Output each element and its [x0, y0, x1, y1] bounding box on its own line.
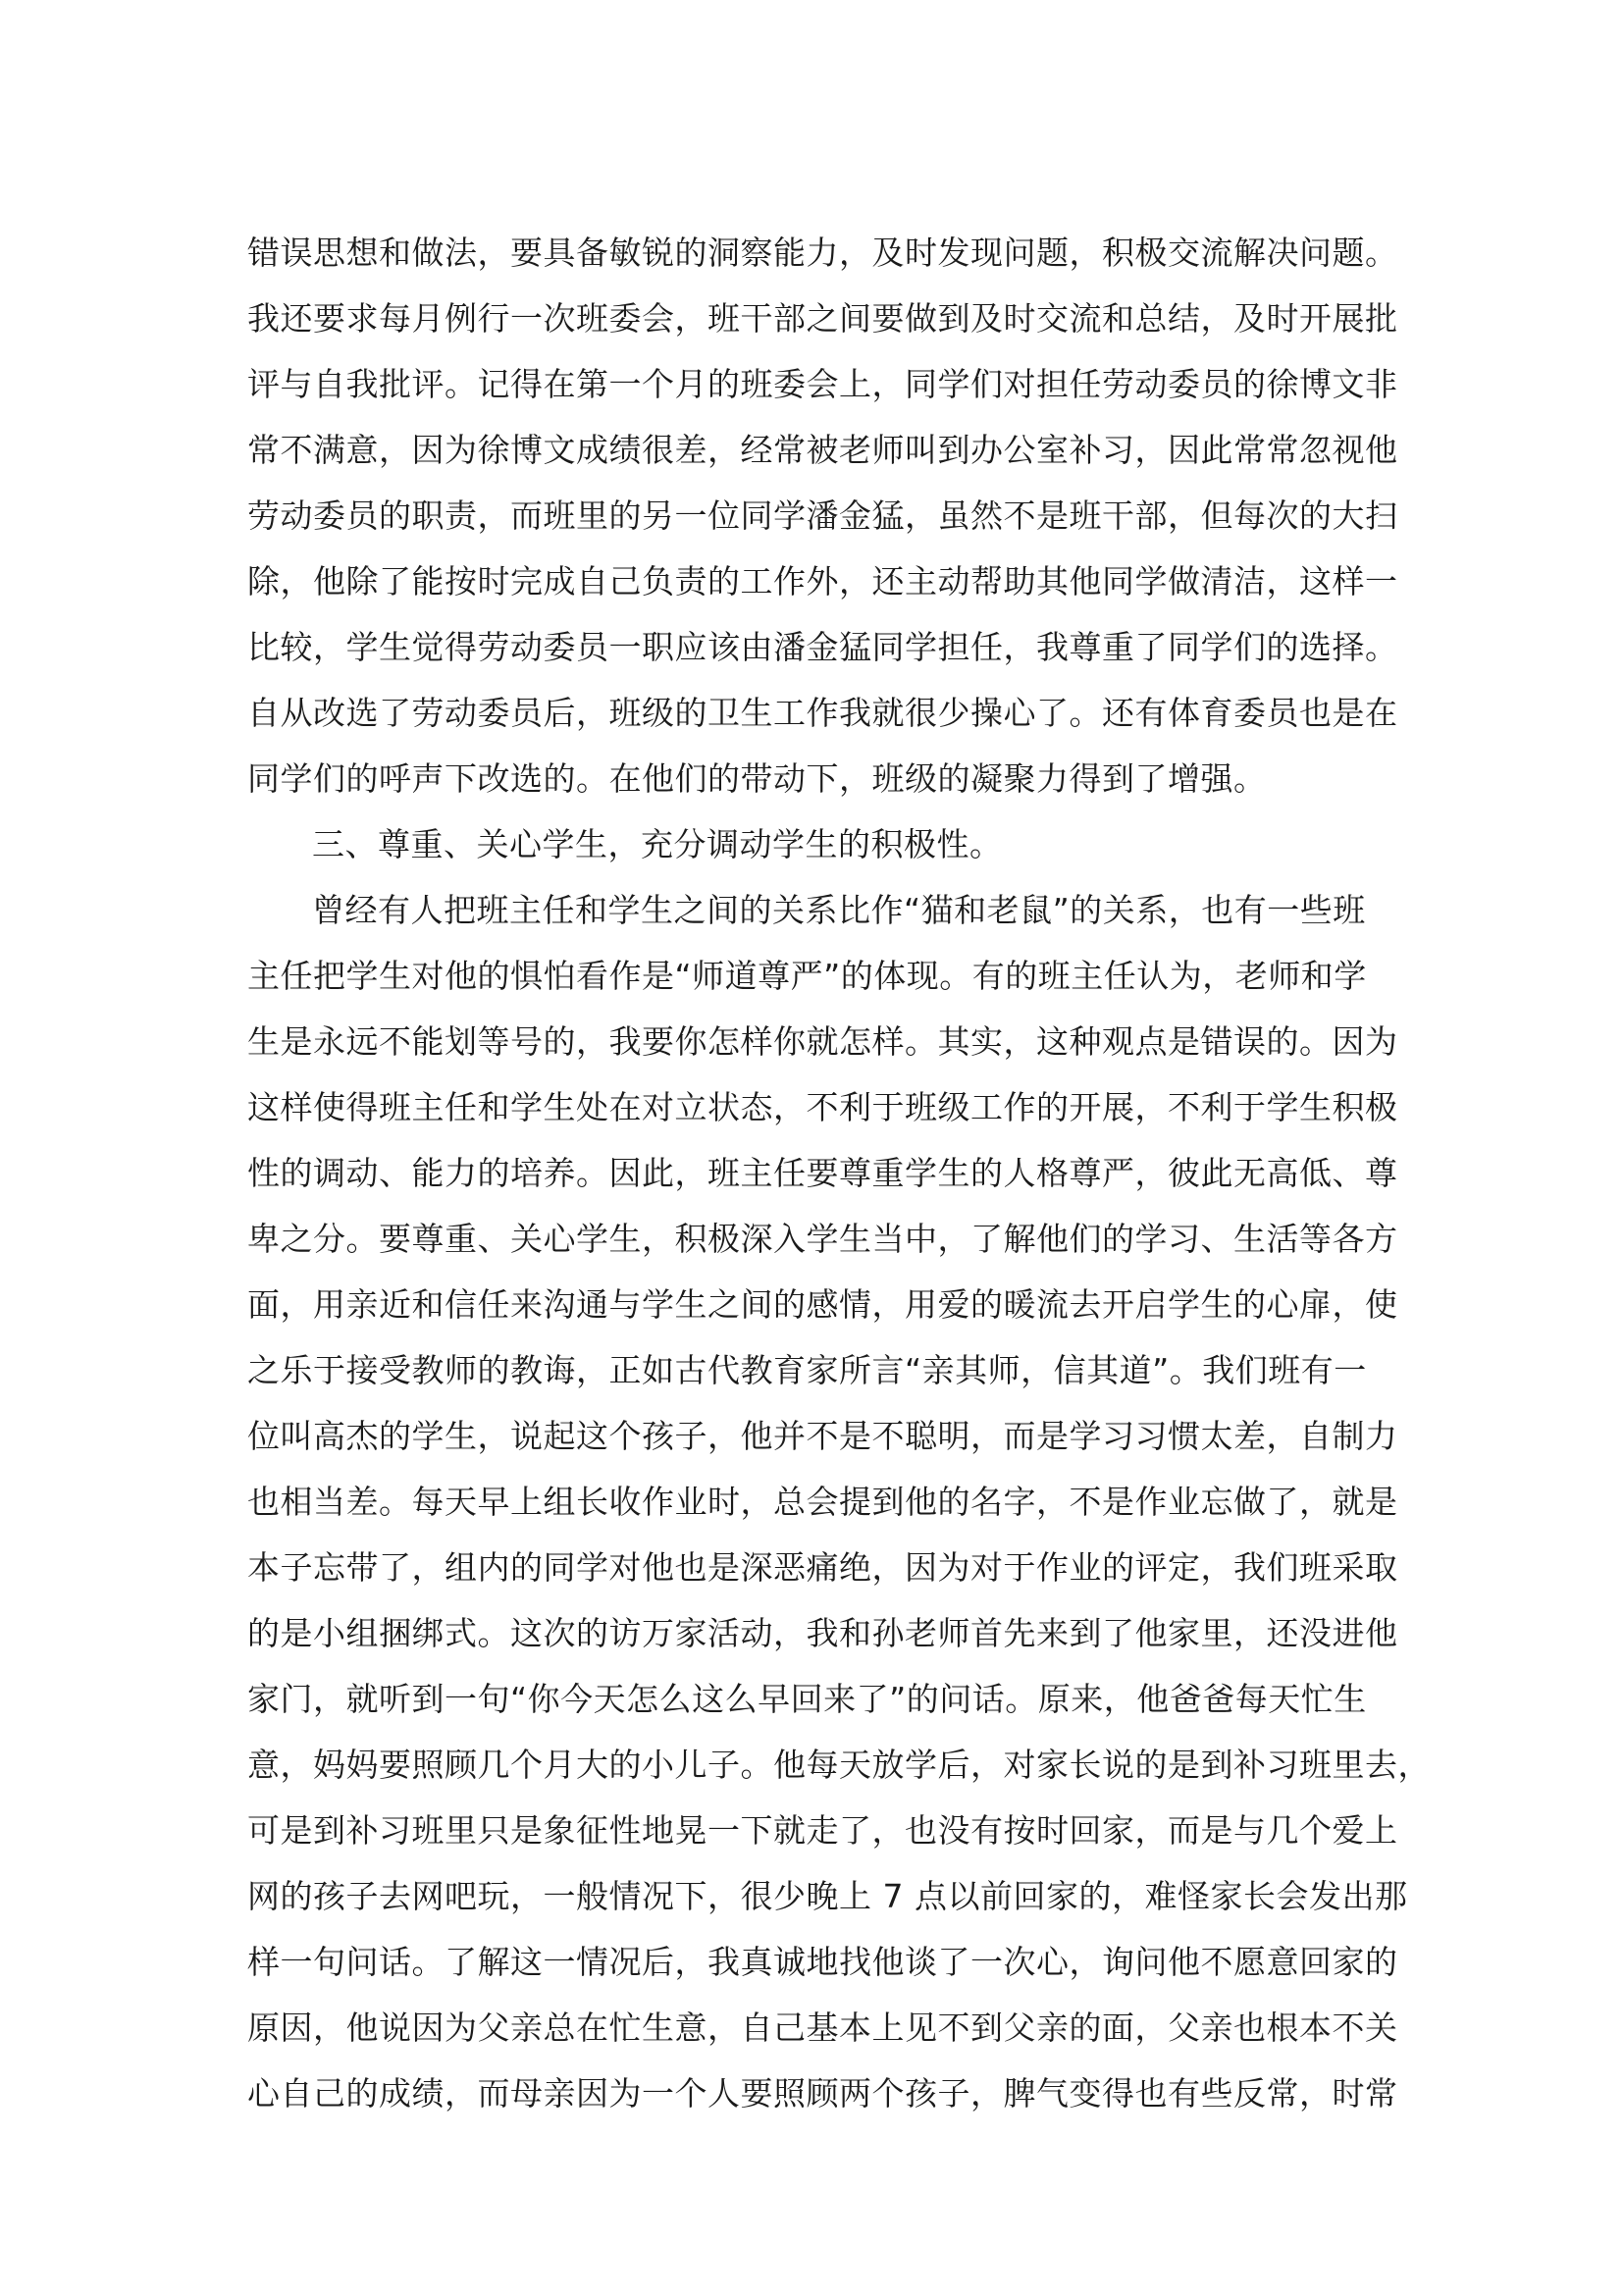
text-line: 生是永远不能划等号的，我要你怎样你就怎样。其实，这种观点是错误的。因为 [247, 1022, 1398, 1061]
text-line: 自从改选了劳动委员后，班级的卫生工作我就很少操心了。还有体育委员也是在 [247, 694, 1398, 732]
text-line: 比较，学生觉得劳动委员一职应该由潘金猛同学担任，我尊重了同学们的选择。 [247, 628, 1398, 666]
text-line: 卑之分。要尊重、关心学生，积极深入学生当中，了解他们的学习、生活等各方 [247, 1220, 1398, 1258]
text-line: 劳动委员的职责，而班里的另一位同学潘金猛，虽然不是班干部，但每次的大扫 [247, 496, 1398, 535]
text-line: 也相当差。每天早上组长收作业时，总会提到他的名字，不是作业忘做了，就是 [247, 1483, 1398, 1521]
text-line: 位叫高杰的学生，说起这个孩子，他并不是不聪明，而是学习习惯太差，自制力 [247, 1417, 1398, 1455]
text-line: 主任把学生对他的惧怕看作是“师道尊严”的体现。有的班主任认为，老师和学 [247, 957, 1367, 995]
text-line: 原因，他说因为父亲总在忙生意，自己基本上见不到父亲的面，父亲也根本不关 [247, 2009, 1398, 2047]
text-line: 心自己的成绩，而母亲因为一个人要照顾两个孩子，脾气变得也有些反常，时常 [247, 2074, 1398, 2113]
text-line: 同学们的呼声下改选的。在他们的带动下，班级的凝聚力得到了增强。 [247, 759, 1267, 798]
text-line: 之乐于接受教师的教诲，正如古代教育家所言“亲其师，信其道”。我们班有一 [247, 1351, 1367, 1389]
text-line: 除，他除了能按时完成自己负责的工作外，还主动帮助其他同学做清洁，这样一 [247, 562, 1398, 600]
text-line: 的是小组捆绑式。这次的访万家活动，我和孙老师首先来到了他家里，还没进他 [247, 1614, 1398, 1652]
text-line: 性的调动、能力的培养。因此，班主任要尊重学生的人格尊严，彼此无高低、尊 [247, 1154, 1398, 1192]
text-line: 本子忘带了，组内的同学对他也是深恶痛绝，因为对于作业的评定，我们班采取 [247, 1548, 1398, 1587]
text-line: 曾经有人把班主任和学生之间的关系比作“猫和老鼠”的关系，也有一些班 [312, 891, 1366, 929]
text-line: 错误思想和做法，要具备敏锐的洞察能力，及时发现问题，积极交流解决问题。 [247, 234, 1398, 272]
text-line: 这样使得班主任和学生处在对立状态，不利于班级工作的开展，不利于学生积极 [247, 1088, 1398, 1126]
text-line: 网的孩子去网吧玩，一般情况下，很少晚上 7 点以前回家的，难怪家长会发出那 [247, 1877, 1408, 1915]
body-text [0, 220, 1623, 2126]
text-line: 三、尊重、关心学生，充分调动学生的积极性。 [312, 825, 1003, 863]
text-line: 我还要求每月例行一次班委会，班干部之间要做到及时交流和总结，及时开展批 [247, 299, 1398, 338]
text-line: 常不满意，因为徐博文成绩很差，经常被老师叫到办公室补习，因此常常忽视他 [247, 431, 1398, 469]
text-line: 意，妈妈要照顾几个月大的小儿子。他每天放学后，对家长说的是到补习班里去， [247, 1746, 1431, 1784]
text-line: 样一句问话。了解这一情况后，我真诚地找他谈了一次心，询问他不愿意回家的 [247, 1943, 1398, 1981]
text-line: 评与自我批评。记得在第一个月的班委会上，同学们对担任劳动委员的徐博文非 [247, 365, 1398, 403]
text-line: 面，用亲近和信任来沟通与学生之间的感情，用爱的暖流去开启学生的心扉，使 [247, 1285, 1398, 1324]
text-line: 家门，就听到一句“你今天怎么这么早回来了”的问话。原来，他爸爸每天忙生 [247, 1680, 1367, 1718]
text-line: 可是到补习班里只是象征性地晃一下就走了，也没有按时回家，而是与几个爱上 [247, 1811, 1398, 1850]
